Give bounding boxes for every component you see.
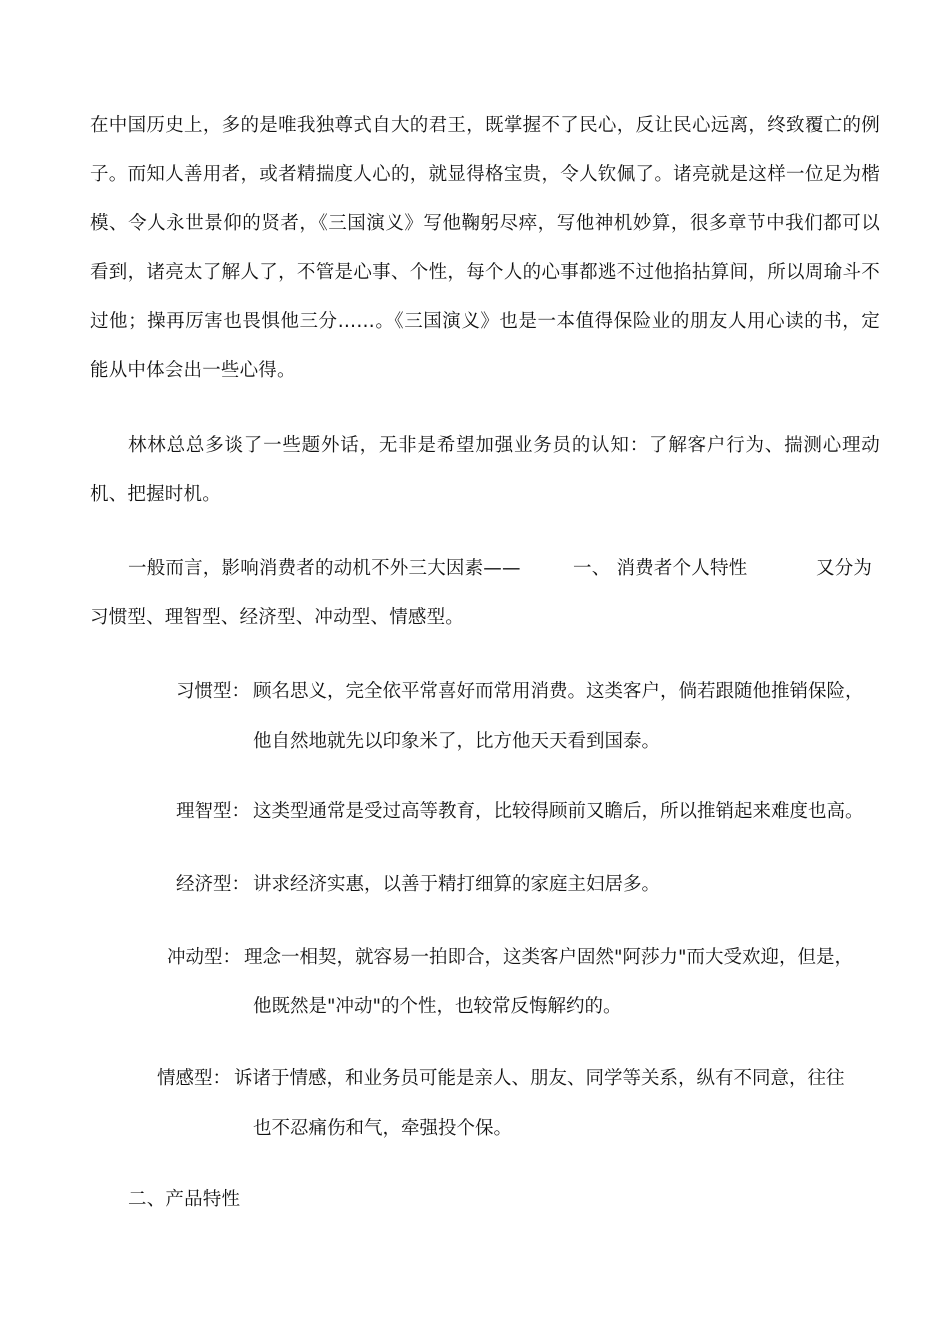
- paragraph-history: 在中国历史上，多的是唯我独尊式自大的君王，既掌握不了民心，反让民心远离，终致覆亡的例子。而知人善用者，或者精揣度人心的，就显得格宝贵，令人钦佩了。诸亮就是这样一位足为楷模、令人永世景仰的贤者，《三国演义》写他鞠躬尽瘁，写他神机妙算，很多章节中我们都可以看到，诸亮太了解人了，不管是心事、个性，每个人的心事都逃不过他掐拈算间，所以周瑜斗不过他；操再厉害也畏惧他三分……。《三国演义》也是一本值得保险业的朋友人用心读的书，定能从中体会出一些心得。: [90, 115, 880, 381]
- type-label-rational: 理智型：: [176, 801, 251, 822]
- type-desc-rational-line1: 这类型通常是受过高等教育，比较得顾前又瞻后，所以推销起来难度也高。: [253, 801, 864, 822]
- factor-one-heading: 一、 消费者个人特性: [573, 558, 748, 579]
- type-desc-impulsive-line2: 他既然是"冲动"的个性，也较常反悔解约的。: [253, 996, 622, 1017]
- type-desc-habit-line2: 他自然地就先以印象米了，比方他天天看到国泰。: [253, 731, 661, 752]
- section-product-heading: 二、产品特性: [128, 1189, 241, 1210]
- type-label-economic: 经济型：: [176, 874, 251, 895]
- type-desc-economic-line1: 讲求经济实惠，以善于精打细算的家庭主妇居多。: [253, 874, 661, 895]
- type-desc-emotional-line1: 诉诸于情感，和业务员可能是亲人、朋友、同学等关系，纵有不同意，往往: [234, 1068, 845, 1089]
- type-label-emotional: 情感型：: [157, 1068, 232, 1089]
- paragraph-digression: 林林总总多谈了一些题外话，无非是希望加强业务员的认知：了解客户行为、揣测心理动机、把握时机。: [90, 435, 880, 505]
- type-label-habit: 习惯型：: [176, 681, 251, 702]
- type-desc-habit-line1: 顾名思义，完全依平常喜好而常用消费。这类客户，倘若跟随他推销保险，: [253, 681, 864, 702]
- type-desc-impulsive-line1: 理念一相契，就容易一拍即合，这类客户固然"阿莎力"而大受欢迎，但是，: [244, 947, 854, 968]
- factor-one-subdivide: 又分为: [816, 558, 873, 579]
- type-label-impulsive: 冲动型：: [167, 947, 242, 968]
- type-list: 习惯型、理智型、经济型、冲动型、情感型。: [90, 607, 465, 628]
- factors-intro: 一般而言，影响消费者的动机不外三大因素——: [128, 558, 521, 579]
- type-desc-emotional-line2: 也不忍痛伤和气，牵强投个保。: [253, 1118, 513, 1139]
